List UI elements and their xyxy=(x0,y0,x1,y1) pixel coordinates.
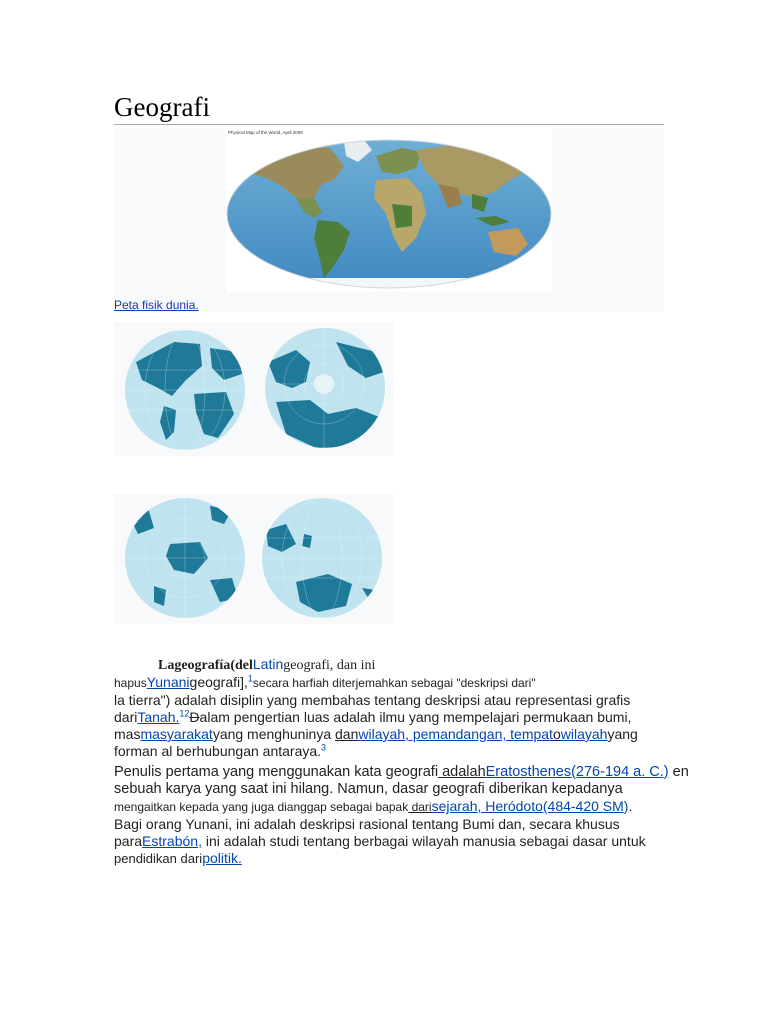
wilayah-link[interactable]: wilayah xyxy=(560,726,608,742)
herodoto-dates-link[interactable]: (484-420 SM) xyxy=(542,798,629,814)
intro-line-5-text: yang menghuninya xyxy=(212,726,336,742)
map-header-text: Physical Map of the World, April 2008 xyxy=(228,130,303,135)
history-line-5-text: ini adalah studi tentang berbagai wilayah manusia sebagai dasar untuk xyxy=(201,833,646,849)
politik-link[interactable]: politik. xyxy=(202,850,242,866)
history-line-1-text: Penulis pertama yang menggunakan kata geografi xyxy=(114,764,439,780)
title-divider xyxy=(114,124,664,125)
intro-line-4-text: alam pengertian luas adalah ilmu yang mempelajari permukaan bumi, xyxy=(199,709,632,725)
world-physical-map[interactable] xyxy=(226,128,552,292)
text-mas: mas xyxy=(114,726,141,742)
yunani-link[interactable]: Yunani xyxy=(146,674,190,690)
text-yang: yang xyxy=(607,726,638,742)
globe-south-pacific[interactable] xyxy=(256,494,394,624)
herodoto-link[interactable]: sejarah, Heródoto xyxy=(431,798,543,814)
intro-line-6: forman al berhubungan antaraya. xyxy=(114,743,322,759)
map-caption-link[interactable]: Peta fisik dunia. xyxy=(114,298,199,312)
underlined-dan: dan xyxy=(335,726,359,742)
text-para: para xyxy=(114,833,143,849)
footnote-1[interactable]: 1 xyxy=(247,673,253,684)
estrabon-link[interactable]: Estrabón, xyxy=(142,833,202,849)
struck-letter: D xyxy=(189,709,200,725)
underlined-o: o xyxy=(552,726,561,742)
intro-line-3: la tierra") adalah disiplin yang membahas tentang deskripsi atau representasi grafis xyxy=(114,692,631,708)
page-title: Geografi xyxy=(114,92,210,122)
history-line-2: sebuah karya yang saat ini hilang. Namun, dasar geografi diberikan kepadanya xyxy=(114,781,623,797)
text-en: en xyxy=(668,764,689,780)
small-text-translation: secara harfiah diterjemahkan sebagai "deskripsi dari" xyxy=(252,676,536,690)
eratosthenes-dates-link[interactable]: (276-194 a. C.) xyxy=(571,764,669,780)
history-line-6-text: pendidikan dari xyxy=(114,851,203,866)
history-line-3-small: mengaitkan kepada yang juga dianggap sebagai bapak xyxy=(114,800,409,814)
small-text-hapus: hapus xyxy=(114,676,147,690)
period: . xyxy=(628,798,633,814)
serif-underlined-letter: g xyxy=(283,658,291,673)
masyarakat-link[interactable]: masyarakat xyxy=(140,726,213,742)
small-dari: dari xyxy=(408,800,432,814)
footnote-3[interactable]: 3 xyxy=(321,742,327,753)
globe-south-pole[interactable] xyxy=(114,494,256,624)
map-panel xyxy=(114,128,664,312)
geografi-term: geografi], xyxy=(189,674,248,690)
globe-north-pole[interactable] xyxy=(256,322,394,456)
intro-paragraph xyxy=(114,656,714,760)
intro-lead-bold: Lageografía(del xyxy=(158,658,253,673)
wilayah-pemandangan-link[interactable]: wilayah, pemandangan, tempat xyxy=(358,726,553,742)
globe-north-atlantic[interactable] xyxy=(114,322,256,456)
latin-link[interactable]: Latin xyxy=(252,656,284,672)
eratosthenes-link[interactable]: Eratosthenes xyxy=(485,764,572,780)
history-line-4: Bagi orang Yunani, ini adalah deskripsi rasional tentang Bumi dan, secara khusus xyxy=(114,816,620,832)
tanah-link[interactable]: Tanah. xyxy=(137,709,180,725)
footnote-12[interactable]: 12 xyxy=(179,708,190,719)
text-dari: dari xyxy=(114,709,138,725)
history-paragraph xyxy=(114,764,714,867)
underlined-adalah: adalah xyxy=(438,764,486,780)
serif-text: eografi, dan ini xyxy=(290,658,376,673)
